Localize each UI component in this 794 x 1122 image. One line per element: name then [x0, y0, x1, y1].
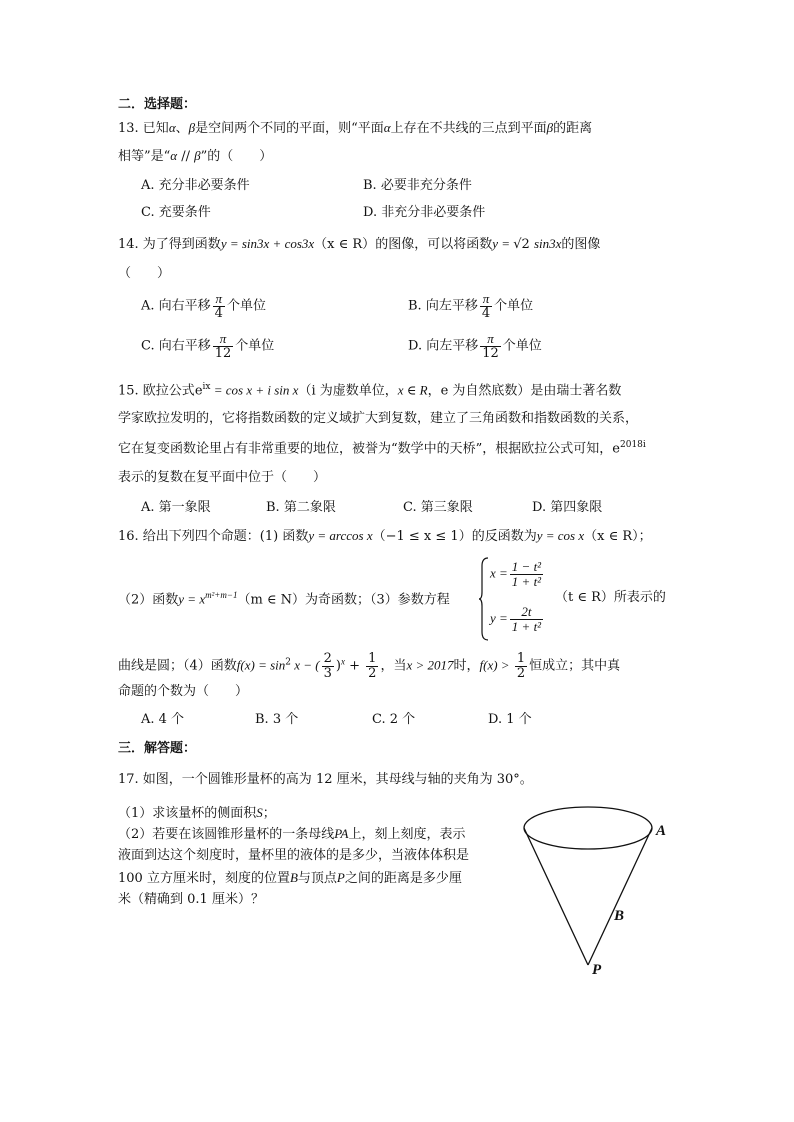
denominator: 12 — [482, 345, 499, 361]
q16-text: 的反函数为 — [471, 529, 537, 544]
q15-text: （i 为虚数单位， — [298, 383, 398, 399]
q15-option-c[interactable]: C. 第三象限 — [403, 500, 473, 515]
option-text: 个单位 — [502, 338, 542, 354]
q16-inverse: y = cos x — [536, 528, 585, 543]
q16-line2-tail — [555, 590, 666, 606]
q14-domain: （x ∈ R） — [314, 237, 376, 252]
q13-line2 — [118, 148, 272, 165]
q16-text: 恒成立；其中真 — [529, 658, 621, 674]
q16-condition: x > 2017 — [406, 657, 454, 673]
alpha: α — [168, 120, 176, 135]
label-p: P — [592, 962, 602, 978]
numerator: 1 — [516, 651, 526, 666]
q14-text: 14. 为了得到函数 — [118, 237, 221, 252]
q16-condition: （m ∈ N） — [237, 592, 306, 608]
fraction — [322, 652, 334, 680]
denominator: 12 — [214, 345, 232, 361]
q16-option-d[interactable]: D. 1 个 — [488, 712, 532, 727]
q14-option-a[interactable] — [141, 292, 266, 320]
numerator: 2 — [323, 651, 332, 666]
denominator: 2 — [368, 665, 377, 681]
f4-function: f(x) = sin — [236, 657, 286, 673]
e-2018-exponent: 2018i — [620, 440, 646, 450]
point-b-variable: B — [289, 870, 298, 885]
denominator: 4 — [214, 305, 223, 321]
q16-text: ，当 — [380, 658, 407, 674]
section-answer-heading: 三．解答题： — [118, 741, 197, 756]
q16-option-a[interactable]: A. 4 个 — [141, 712, 185, 727]
q13-text: 的距离 — [553, 121, 593, 136]
q15-text: 15. 欧拉公式 — [118, 383, 195, 399]
denominator: 1 + t² — [511, 573, 542, 589]
option-text: B. 向左平移 — [408, 298, 478, 314]
param-y-equation — [490, 605, 545, 633]
q17-text: （1）求该量杯的侧面积 — [118, 806, 257, 821]
q16-line4: 命题的个数为（ ） — [118, 684, 249, 699]
numerator: 1 − t² — [511, 559, 542, 574]
q17-text: 100 立方厘米时，刻度的位置 — [118, 871, 290, 886]
euler-rhs: = cos x + i sin x — [210, 382, 299, 398]
q15-line4: 表示的复数在复平面中位于（ ） — [118, 470, 327, 485]
f4-exponent: x — [340, 656, 345, 667]
fraction — [480, 292, 492, 320]
label-a: A — [656, 823, 667, 839]
beta: β — [546, 120, 554, 135]
q16-text: 16. 给出下列四个命题：(1) 函数 — [118, 529, 309, 544]
q13-option-b[interactable]: B. 必要非充分条件 — [363, 178, 472, 193]
generatrix-variable: PA — [334, 826, 349, 841]
section-choice-heading: 二．选择题： — [118, 97, 197, 112]
numerator: π — [213, 292, 225, 307]
q14-function2: y = — [492, 236, 514, 251]
q14-text: 的图像 — [561, 237, 601, 252]
power-exponent: m²+m−1 — [205, 590, 238, 600]
q13-text: 是空间两个不同的平面，则“平面 — [195, 121, 384, 136]
q14-function: y = sin3x + cos3x — [220, 236, 315, 251]
q15-text: ，e 为自然底数）是由瑞士著名数 — [427, 383, 622, 399]
separator: 、 — [175, 121, 189, 136]
fraction — [510, 605, 543, 633]
q14-option-c[interactable] — [141, 332, 274, 360]
q16-text: （2）函数 — [118, 592, 179, 608]
f4-function: ) — [335, 658, 341, 674]
q16-text: 为奇函数；（3）参数方程 — [305, 592, 450, 608]
q16-line3 — [118, 652, 620, 680]
f4-function: + — [344, 658, 365, 674]
q13-text: 上存在不共线的三点到平面 — [390, 121, 547, 136]
q14-option-d[interactable] — [408, 332, 542, 360]
q16-option-c[interactable]: C. 2 个 — [372, 712, 416, 727]
q16-text: 时， — [453, 658, 480, 674]
q15-option-d[interactable]: D. 第四象限 — [532, 500, 603, 515]
q15-line2: 学家欧拉发明的，它将指数函数的定义域扩大到复数，建立了三角函数和指数函数的关系， — [118, 411, 639, 426]
param-y-lhs: y = — [490, 610, 508, 626]
q17-part2-line3 — [118, 870, 462, 887]
label-b: B — [614, 908, 625, 924]
fraction — [515, 652, 527, 680]
numerator: π — [480, 332, 501, 347]
point-p-variable: P — [336, 870, 345, 885]
q15-option-a[interactable]: A. 第一象限 — [141, 500, 211, 515]
param-x-lhs: x = — [490, 565, 508, 581]
q17-part1 — [118, 805, 276, 822]
q17-text: ； — [262, 806, 276, 821]
beta: β — [188, 120, 196, 135]
option-text: C. 向右平移 — [141, 338, 211, 354]
left-brace — [478, 556, 490, 642]
option-text: 个单位 — [235, 338, 275, 354]
sqrt-two: √2 — [513, 237, 530, 252]
q14-option-b[interactable] — [408, 292, 533, 320]
euler-e: e — [194, 383, 203, 399]
euler-exponent: ix — [202, 382, 211, 392]
q14-paren: （ ） — [118, 266, 171, 281]
fraction — [480, 332, 501, 360]
q13-option-d[interactable]: D. 非充分非必要条件 — [363, 205, 486, 220]
denominator: 2 — [516, 665, 526, 681]
q17-part2-line1 — [118, 826, 466, 843]
numerator: 2t — [510, 605, 543, 620]
q14-line1 — [118, 236, 600, 253]
q15-option-b[interactable]: B. 第二象限 — [266, 500, 336, 515]
power-function: y = x — [178, 591, 206, 607]
q14-text: 的图像，可以将函数 — [375, 237, 493, 252]
q14-function2: sin3x — [533, 236, 562, 251]
param-x-equation — [490, 560, 545, 588]
fraction — [510, 560, 543, 588]
q13-option-a[interactable]: A. 充分非必要条件 — [141, 178, 250, 193]
option-text: 个单位 — [494, 298, 534, 314]
numerator: π — [480, 292, 492, 307]
q16-text: 曲线是圆；（4）函数 — [118, 658, 237, 674]
beta: β — [194, 148, 201, 163]
q16-function: y = arccos x — [308, 528, 373, 543]
cone-figure — [520, 800, 680, 980]
q17-text: 上，刻上刻度，表示 — [348, 827, 466, 842]
option-text: 个单位 — [226, 298, 266, 314]
denominator: 3 — [323, 665, 332, 681]
cone-rim — [524, 807, 652, 849]
option-text: D. 向左平移 — [408, 338, 479, 354]
denominator: 4 — [481, 305, 491, 321]
q13-option-c[interactable]: C. 充要条件 — [141, 205, 211, 220]
q17-part2-line2: 液面到达这个刻度时，量杯里的液体的是多少，当液体体积是 — [118, 848, 470, 863]
area-variable: S — [256, 805, 263, 820]
q16-line2 — [118, 590, 450, 608]
f4-function: x − ( — [291, 657, 320, 673]
q13-text: 相等”是“ — [118, 149, 171, 164]
q15-domain: x ∈ R — [397, 382, 428, 398]
alpha: α — [383, 120, 391, 135]
fraction — [366, 652, 378, 680]
option-text: A. 向右平移 — [141, 298, 211, 314]
q17-line1: 17. 如图，一个圆锥形量杯的高为 12 厘米，其母线与轴的夹角为 30°。 — [118, 772, 533, 787]
q16-condition: （−1 ≤ x ≤ 1） — [372, 529, 472, 544]
q16-condition: （t ∈ R） — [555, 590, 614, 605]
q17-text: （2）若要在该圆锥形量杯的一条母线 — [118, 827, 335, 842]
q16-inequality: f(x) > — [479, 657, 513, 673]
numerator: π — [213, 332, 234, 347]
q17-text: 之间的距离是多少厘 — [344, 871, 462, 886]
numerator: 1 — [368, 651, 377, 666]
fraction — [213, 292, 225, 320]
parallel-symbol: // — [177, 149, 195, 164]
q16-option-b[interactable]: B. 3 个 — [255, 712, 299, 727]
q17-part2-line4: 米（精确到 0.1 厘米）？ — [118, 892, 264, 907]
q13-text: ”的（ ） — [200, 149, 273, 164]
q15-text: 它在复变函数论里占有非常重要的地位，被誉为“数学中的天桥”，根据欧拉公式可知， — [118, 441, 613, 457]
q13-line1 — [118, 120, 592, 137]
q15-line3 — [118, 440, 646, 457]
fraction — [213, 332, 234, 360]
e-2018-base: e — [612, 441, 620, 457]
q15-line1 — [118, 382, 621, 399]
denominator: 1 + t² — [511, 618, 542, 634]
q16-line1 — [118, 528, 652, 545]
q13-text: 13. 已知 — [118, 121, 169, 136]
q16-condition: （x ∈ R）； — [584, 529, 652, 544]
q16-text: 所表示的 — [613, 590, 666, 605]
alpha: α — [170, 148, 178, 163]
f4-square: 2 — [285, 657, 291, 668]
q17-text: 与顶点 — [297, 871, 337, 886]
